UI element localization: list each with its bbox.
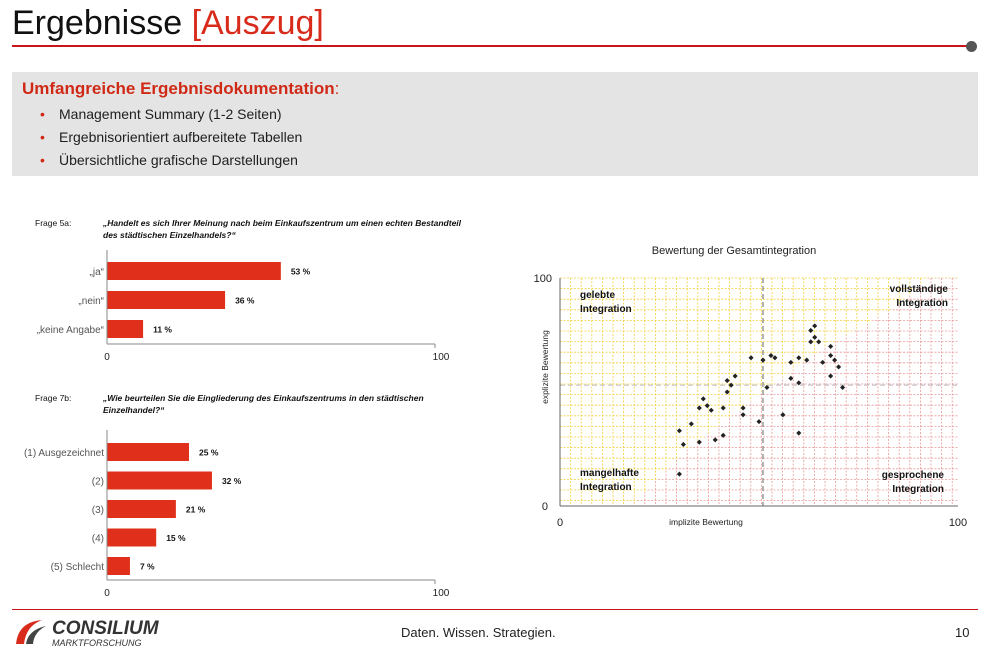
scatter-point [701,396,706,401]
summary-box [12,72,978,176]
scatter-chart-gesamtintegration [510,236,980,536]
x-tick-label: 100 [432,352,450,363]
x-axis-label: implizite Bewertung [669,517,743,527]
scatter-point [772,355,777,360]
page-number: 10 [955,625,970,640]
chart-title: Bewertung der Gesamtintegration [651,245,817,257]
bar [107,443,189,461]
page-title-accent: [Auszug] [191,4,324,42]
bar-value-label: 15 % [166,533,186,543]
title-divider [12,45,970,47]
x-tick-label: 100 [432,588,450,599]
page-title [12,4,324,43]
x-tick-label: 100 [948,517,968,529]
bar-value-label: 36 % [235,295,255,306]
bar-value-label: 25 % [199,447,219,458]
logo-arc-icon [16,620,46,644]
bar-category-label: „keine Angabe“ [36,325,104,336]
x-tick-label: 0 [104,352,110,363]
scatter-point [812,335,817,340]
question-text: „Wie beurteilen Sie die Eingliederung des Einkaufszentrums in den städtischen [103,393,424,403]
quadrant-label: Integration [892,484,944,495]
quadrant-label: vollständige [889,284,948,295]
summary-bullet: • Management Summary (1-2 Seiten) [40,105,302,128]
bar-category-label: (3) [91,505,104,516]
title-divider-dot [966,41,977,52]
scatter-point [709,408,714,413]
logo-subtitle: MARKTFORSCHUNG [52,638,142,648]
summary-heading-colon: : [334,79,340,98]
quadrant-label: Integration [580,304,632,315]
quadrant-label: mangelhafte [580,468,639,479]
scatter-point [812,323,817,328]
bar-value-label: 21 % [185,504,206,515]
footer-divider [12,609,978,610]
quadrant-label: gelebte [580,290,616,301]
y-axis-label: explizite Bewertung [540,330,550,404]
bar-category-label: „nein“ [78,296,104,307]
scatter-point [705,403,710,408]
scatter-point [725,378,730,383]
scatter-point [721,405,726,410]
scatter-point [725,389,730,394]
summary-heading [22,79,339,99]
bar-chart-frage-7b [0,385,490,610]
summary-heading-text: Umfangreiche Ergebnisdokumentation [22,79,335,98]
scatter-point [681,442,686,447]
quadrant-label: gesprochene [881,470,944,481]
bar-value-label: 7 % [139,561,155,572]
quadrant-label: Integration [896,298,948,309]
scatter-point [748,355,753,360]
x-tick-label: 0 [556,517,564,529]
consilium-logo [12,614,232,648]
scatter-point [788,360,793,365]
scatter-point [816,339,821,344]
quadrant-label: Integration [580,482,632,493]
bar-category-label: (1) Ausgezeichnet [23,448,104,459]
bar-value-label: 11 % [153,324,172,335]
question-label: Frage 7b: [35,393,72,403]
bar-category-label: „ja“ [89,267,104,278]
scatter-point [796,355,801,360]
bar [107,472,212,490]
bar [107,262,281,280]
bar-category-label: (2) [91,476,104,488]
y-tick-label: 0 [541,501,548,513]
bar [107,320,143,338]
logo-brand: CONSILIUM [52,618,159,639]
bar-value-label: 32 % [221,476,242,486]
scatter-point [808,339,813,344]
bar-category-label: (5) Schlecht [50,562,104,573]
bar [107,500,176,518]
summary-bullet-list [40,105,302,174]
bar [107,291,225,309]
question-text: des städtischen Einzelhandels?“ [103,230,236,240]
scatter-point [768,353,773,358]
summary-bullet: • Übersichtliche grafische Darstellungen [40,151,302,174]
question-text: Einzelhandel?“ [103,405,165,415]
question-text: „Handelt es sich Ihrer Meinung nach beim Einkaufszentrum um einen echten Bestandteil [103,218,462,228]
bar-value-label: 53 % [290,266,311,277]
scatter-point [760,358,765,363]
bar-category-label: (4) [91,533,104,545]
x-tick-label: 0 [104,588,110,599]
scatter-point [733,373,738,378]
scatter-point [689,421,694,426]
bar-chart-frage-5a [0,210,490,380]
scatter-point [697,405,702,410]
bar [107,529,156,547]
summary-bullet: • Ergebnisorientiert aufbereitete Tabellen [40,128,302,151]
scatter-point [677,428,682,433]
bar [107,557,130,575]
footer-tagline: Daten. Wissen. Strategien. [401,625,556,640]
question-label: Frage 5a: [35,218,72,228]
page-title-main: Ergebnisse [12,4,183,42]
y-tick-label: 100 [533,273,552,285]
